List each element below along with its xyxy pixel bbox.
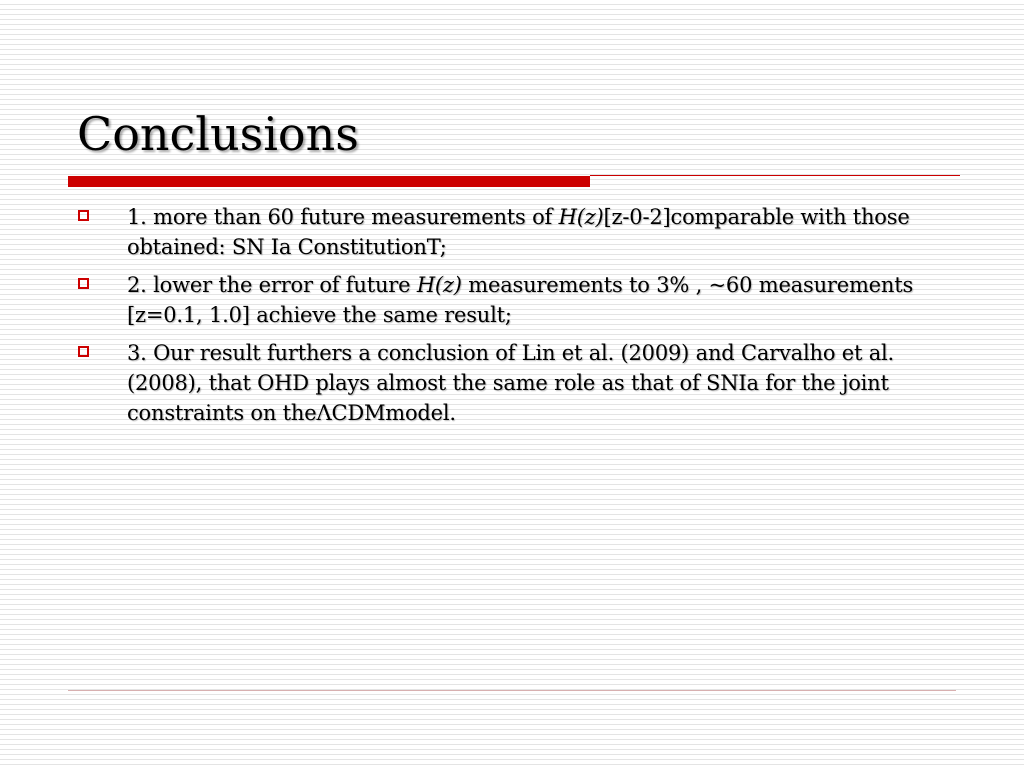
bullet-text-part: CDMmodel. <box>331 401 456 425</box>
bullet-text-part: 1. more than 60 future measurements of <box>127 205 559 229</box>
bullet-item-1 <box>75 202 945 262</box>
bullet-text-part-italic: H(z) <box>416 273 462 297</box>
title-underline-line <box>590 175 960 176</box>
footer-divider <box>68 690 956 691</box>
hollow-square-icon <box>78 278 89 289</box>
bullet-list <box>75 202 945 436</box>
bullet-text-part: [z-0-2]comparable with those obtained: SN Ia ConstitutionT; <box>127 205 910 259</box>
bullet-item-2 <box>75 270 945 330</box>
hollow-square-icon <box>78 346 89 357</box>
bullet-text-part: 3. Our result furthers a conclusion of Lin et al. (2009) and Carvalho et al. (2008), that OHD plays almost the same role as that of SNIa for the joint constraints on the <box>127 341 895 425</box>
bullet-text-part-italic: H(z) <box>558 205 604 229</box>
lambda-symbol: Λ <box>316 401 332 425</box>
slide-title: Conclusions <box>77 107 359 161</box>
bullet-text-part: 2. lower the error of future <box>127 273 417 297</box>
bullet-text <box>127 341 894 425</box>
hollow-square-icon <box>78 210 89 221</box>
bullet-text-part: measurements to 3% , ~60 measurements [z=0.1, 1.0] achieve the same result; <box>127 273 914 327</box>
bullet-item-3 <box>75 338 945 428</box>
title-underline-bar <box>68 176 590 187</box>
bullet-text <box>127 205 910 259</box>
bullet-text <box>127 273 913 327</box>
